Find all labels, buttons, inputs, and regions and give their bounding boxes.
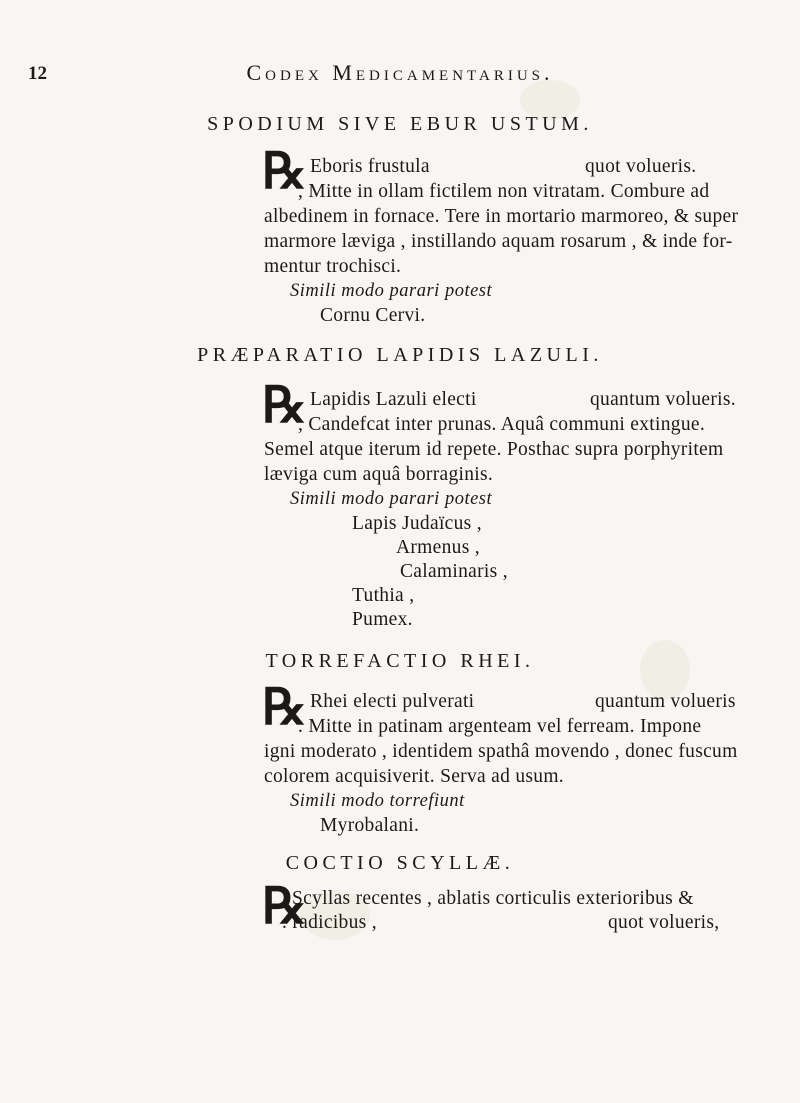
- recipe-symbol: ℞: [262, 679, 307, 735]
- recipe-line: albedinem in fornace. Tere in mortario marmoreo, & super: [264, 206, 739, 227]
- recipe-symbol: ℞: [262, 878, 307, 934]
- running-title: Codex Medicamentarius.: [246, 60, 554, 85]
- page-number: 12: [28, 63, 47, 84]
- recipe-quantity: quot volueris,: [608, 912, 720, 933]
- recipe-first-line: Rhei electi pulverati: [310, 691, 475, 712]
- recipe-quantity: quot volueris.: [585, 156, 697, 177]
- recipe-quantity: quantum volueris: [595, 691, 736, 712]
- alternative-ingredient: Pumex.: [352, 609, 413, 630]
- recipe-symbol: ℞: [262, 377, 307, 433]
- alternative-ingredient: Lapis Judaïcus ,: [352, 513, 482, 534]
- simili-modo-note: Simili modo parari potest: [290, 489, 493, 509]
- recipe-line: , Mitte in ollam fictilem non vitratam. Combure ad: [298, 181, 710, 202]
- recipe-line: . radicibus ,: [282, 912, 377, 933]
- recipe-first-line: Scyllas recentes , ablatis corticulis exterioribus &: [292, 888, 694, 909]
- recipe-quantity: quantum volueris.: [590, 389, 736, 410]
- recipe-line: mentur trochisci.: [264, 256, 402, 277]
- recipe-first-line: Eboris frustula: [310, 156, 430, 177]
- recipe-symbol: ℞: [262, 143, 307, 199]
- recipe-line: læviga cum aquâ borraginis.: [264, 464, 494, 485]
- alternative-ingredient: Tuthia ,: [352, 585, 415, 606]
- recipe-first-line: Lapidis Lazuli electi: [310, 389, 477, 410]
- section-heading: COCTIO SCYLLÆ.: [285, 852, 515, 874]
- section-heading: SPODIUM SIVE EBUR USTUM.: [207, 113, 593, 135]
- simili-modo-note: Simili modo torrefiunt: [290, 791, 465, 811]
- section-heading: PRÆPARATIO LAPIDIS LAZULI.: [197, 344, 603, 366]
- recipe-line: . Mitte in patinam argenteam vel ferream. Impone: [298, 716, 702, 737]
- simili-modo-note: Simili modo parari potest: [290, 281, 493, 301]
- alternative-ingredient: Myrobalani.: [320, 815, 420, 836]
- section-heading: TORREFACTIO RHEI.: [265, 650, 535, 672]
- recipe-line: , Candefcat inter prunas. Aquâ communi extingue.: [298, 414, 705, 435]
- recipe-line: igni moderato , identidem spathâ movendo , donec fuscum: [264, 741, 738, 762]
- recipe-line: colorem acquisiverit. Serva ad usum.: [264, 766, 564, 787]
- alternative-ingredient: Calaminaris ,: [400, 561, 508, 582]
- recipe-line: Semel atque iterum id repete. Posthac supra porphyritem: [264, 439, 724, 460]
- recipe-line: marmore læviga , instillando aquam rosarum , & inde for-: [264, 231, 733, 252]
- alternative-ingredient: Armenus ,: [396, 537, 480, 558]
- alternative-ingredient: Cornu Cervi.: [320, 305, 426, 326]
